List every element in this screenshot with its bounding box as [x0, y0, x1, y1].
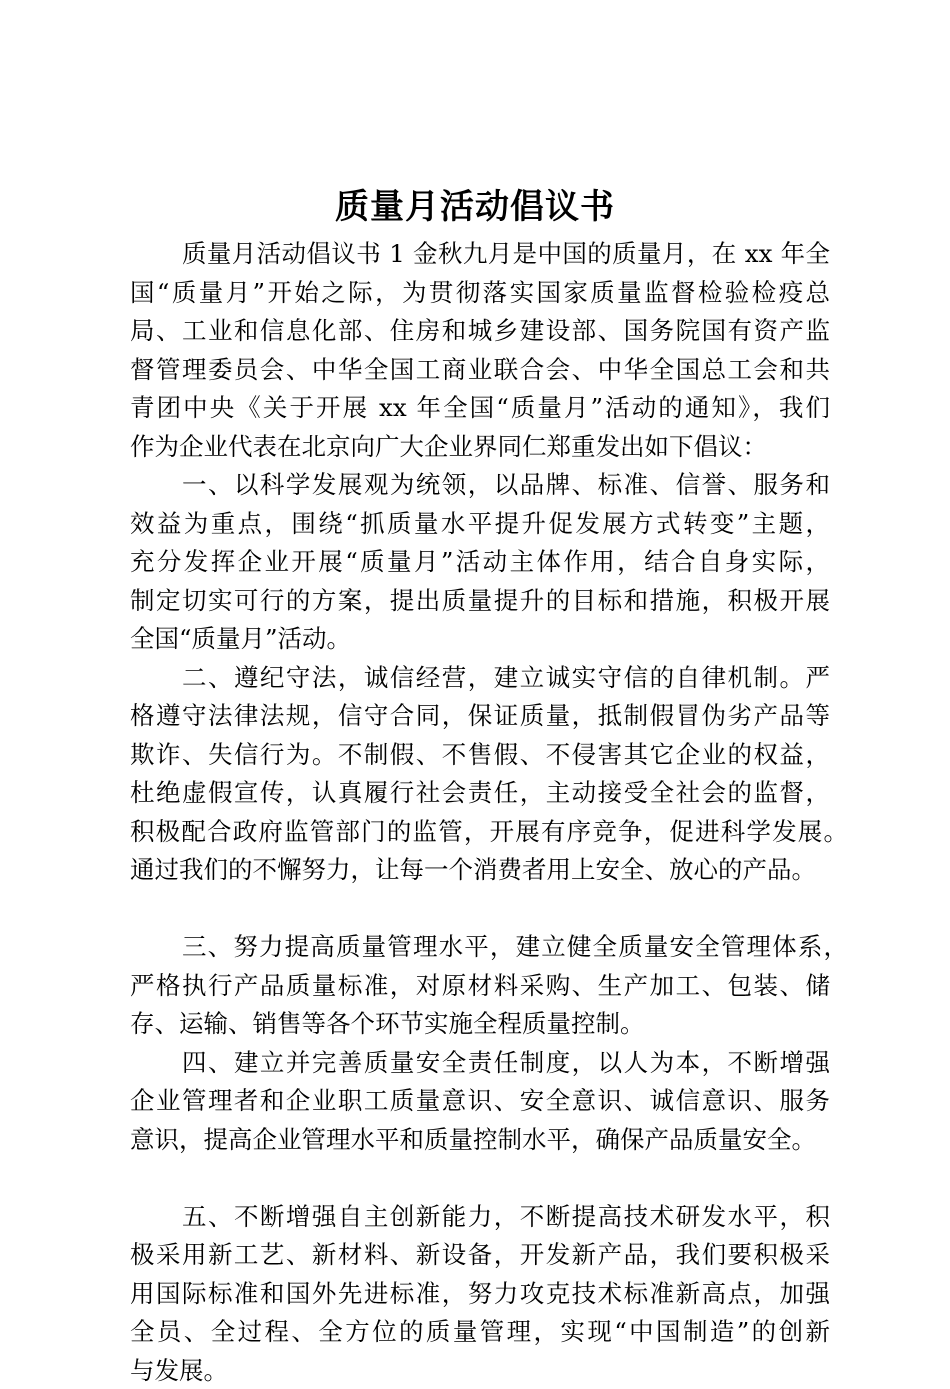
- text-line: 五、不断增强自主创新能力，不断提高技术研发水平，积: [182, 1202, 830, 1231]
- text-line: 三、努力提高质量管理水平，建立健全质量安全管理体系，: [182, 932, 848, 961]
- text-line: 与发展。: [130, 1356, 228, 1385]
- document-title: 质量月活动倡议书: [335, 187, 615, 227]
- text-line: 存、运输、销售等各个环节实施全程质量控制。: [130, 1009, 645, 1038]
- text-line: 用国际标准和国外先进标准，努力攻克技术标准新高点，加强: [130, 1279, 830, 1308]
- text-line: 国“质量月”开始之际，为贯彻落实国家质量监督检验检疫总: [130, 278, 830, 307]
- text-line: 制定切实可行的方案，提出质量提升的目标和措施，积极开展: [130, 586, 830, 615]
- text-line: 督管理委员会、中华全国工商业联合会、中华全国总工会和共: [130, 355, 830, 384]
- text-line: 效益为重点，围绕“抓质量水平提升促发展方式转变”主题，: [130, 509, 830, 538]
- text-line: 四、建立并完善质量安全责任制度，以人为本，不断增强: [182, 1048, 830, 1077]
- text-line: 积极配合政府监管部门的监管，开展有序竞争，促进科学发展。: [130, 817, 848, 846]
- text-line: 质量月活动倡议书 1 金秋九月是中国的质量月，在 xx 年全: [182, 239, 830, 268]
- text-line: 企业管理者和企业职工质量意识、安全意识、诚信意识、服务: [130, 1086, 830, 1115]
- text-line: 全员、全过程、全方位的质量管理，实现“中国制造”的创新: [130, 1317, 830, 1346]
- text-line: 严格执行产品质量标准，对原材料采购、生产加工、包装、储: [130, 971, 830, 1000]
- text-line: 局、工业和信息化部、住房和城乡建设部、国务院国有资产监: [130, 316, 830, 345]
- text-line: 青团中央《关于开展 xx 年全国“质量月”活动的通知》，我们: [130, 393, 830, 422]
- text-line: 二、遵纪守法，诚信经营，建立诚实守信的自律机制。严: [182, 663, 830, 692]
- text-line: 作为企业代表在北京向广大企业界同仁郑重发出如下倡议：: [130, 432, 767, 461]
- text-line: 全国“质量月”活动。: [130, 624, 352, 653]
- text-line: 杜绝虚假宣传，认真履行社会责任，主动接受全社会的监督，: [130, 778, 830, 807]
- text-line: 格遵守法律法规，信守合同，保证质量，抵制假冒伪劣产品等: [130, 701, 830, 730]
- text-line: 意识，提高企业管理水平和质量控制水平，确保产品质量安全。: [130, 1125, 816, 1154]
- text-line: 通过我们的不懈努力，让每一个消费者用上安全、放心的产品。: [130, 855, 816, 884]
- text-line: 一、以科学发展观为统领，以品牌、标准、信誉、服务和: [182, 470, 830, 499]
- text-line: 欺诈、失信行为。不制假、不售假、不侵害其它企业的权益，: [130, 740, 830, 769]
- text-line: 充分发挥企业开展“质量月”活动主体作用，结合自身实际，: [130, 547, 830, 576]
- text-line: 极采用新工艺、新材料、新设备，开发新产品，我们要积极采: [130, 1240, 830, 1269]
